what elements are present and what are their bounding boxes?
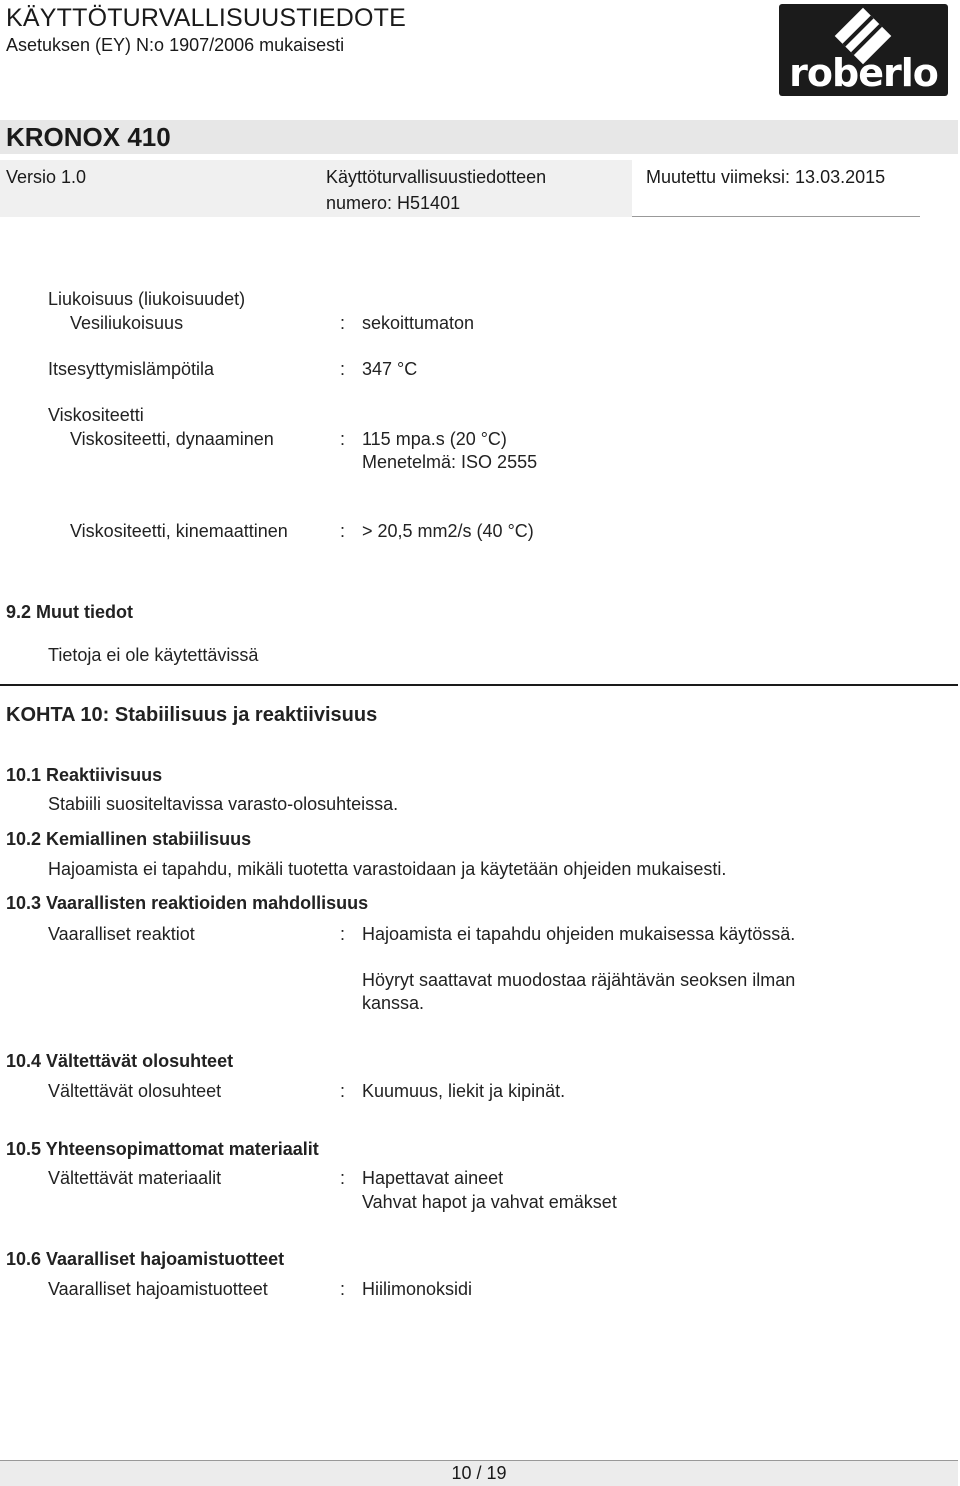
separator-colon: : <box>340 924 346 944</box>
viscosity-dynamic-value: 115 mpa.s (20 °C) <box>362 429 507 449</box>
version-label: Versio 1.0 <box>6 167 87 187</box>
s10-4-label: Vältettävät olosuhteet <box>48 1081 222 1101</box>
solubility-group-label: Liukoisuus (liukoisuudet) <box>48 289 246 309</box>
viscosity-dynamic-method: Menetelmä: ISO 2555 <box>362 452 538 472</box>
s10-4-heading: 10.4 Vältettävät olosuhteet <box>6 1051 234 1071</box>
autoignition-value: 347 °C <box>362 359 418 379</box>
sds-number-line2: numero: H51401 <box>326 193 461 213</box>
separator-colon: : <box>340 429 346 449</box>
page-number: 10 / 19 <box>451 1463 507 1483</box>
section-divider <box>0 684 958 686</box>
separator-colon: : <box>340 1279 346 1299</box>
s10-2-heading: 10.2 Kemiallinen stabiilisuus <box>6 829 252 849</box>
section-10-heading: KOHTA 10: Stabiilisuus ja reaktiivisuus <box>6 704 378 726</box>
document-title: KÄYTTÖTURVALLISUUSTIEDOTE <box>6 4 406 32</box>
footer-divider <box>0 1460 958 1461</box>
separator-colon: : <box>340 1168 346 1188</box>
s10-6-value: Hiilimonoksidi <box>362 1279 473 1299</box>
meta-divider <box>632 216 920 217</box>
separator-colon: : <box>340 521 346 541</box>
viscosity-dynamic-label: Viskositeetti, dynaaminen <box>70 429 274 449</box>
sds-number-line1: Käyttöturvallisuustiedotteen <box>326 167 547 187</box>
s10-5-label: Vältettävät materiaalit <box>48 1168 222 1188</box>
s10-6-label: Vaaralliset hajoamistuotteet <box>48 1279 268 1299</box>
separator-colon: : <box>340 313 346 333</box>
water-solubility-value: sekoittumaton <box>362 313 475 333</box>
autoignition-label: Itsesyttymislämpötila <box>48 359 215 379</box>
s10-4-value: Kuumuus, liekit ja kipinät. <box>362 1081 566 1101</box>
s10-3-label: Vaaralliset reaktiot <box>48 924 195 944</box>
revision-date: Muutettu viimeksi: 13.03.2015 <box>646 167 886 187</box>
viscosity-group-label: Viskositeetti <box>48 405 144 425</box>
s10-3-heading: 10.3 Vaarallisten reaktioiden mahdollisuus <box>6 893 369 913</box>
s10-6-heading: 10.6 Vaaralliset hajoamistuotteet <box>6 1249 285 1269</box>
s10-2-text: Hajoamista ei tapahdu, mikäli tuotetta varastoidaan ja käytetään ohjeiden mukaisesti. <box>48 859 727 879</box>
water-solubility-label: Vesiliukoisuus <box>70 313 184 333</box>
s10-3-value-2-line-1: Höyryt saattavat muodostaa räjähtävän seoksen ilman <box>362 970 796 990</box>
other-info-heading: 9.2 Muut tiedot <box>6 602 133 622</box>
s10-5-value-2: Vahvat hapot ja vahvat emäkset <box>362 1192 617 1212</box>
s10-1-heading: 10.1 Reaktiivisuus <box>6 765 163 785</box>
company-logo <box>779 4 948 96</box>
separator-colon: : <box>340 359 346 379</box>
viscosity-kinematic-value: > 20,5 mm2/s (40 °C) <box>362 521 534 541</box>
product-name: KRONOX 410 <box>6 122 171 152</box>
s10-3-value-1: Hajoamista ei tapahdu ohjeiden mukaisessa käytössä. <box>362 924 796 944</box>
s10-5-value-1: Hapettavat aineet <box>362 1168 504 1188</box>
s10-3-value-2-line-2: kanssa. <box>362 993 425 1013</box>
viscosity-kinematic-label: Viskositeetti, kinemaattinen <box>70 521 288 541</box>
other-info-text: Tietoja ei ole käytettävissä <box>48 645 259 665</box>
s10-5-heading: 10.5 Yhteensopimattomat materiaalit <box>6 1139 319 1159</box>
separator-colon: : <box>340 1081 346 1101</box>
logo-wordmark: roberlo <box>789 51 938 95</box>
document-subtitle: Asetuksen (EY) N:o 1907/2006 mukaisesti <box>6 35 345 55</box>
s10-1-text: Stabiili suositeltavissa varasto-olosuhteissa. <box>48 794 399 814</box>
